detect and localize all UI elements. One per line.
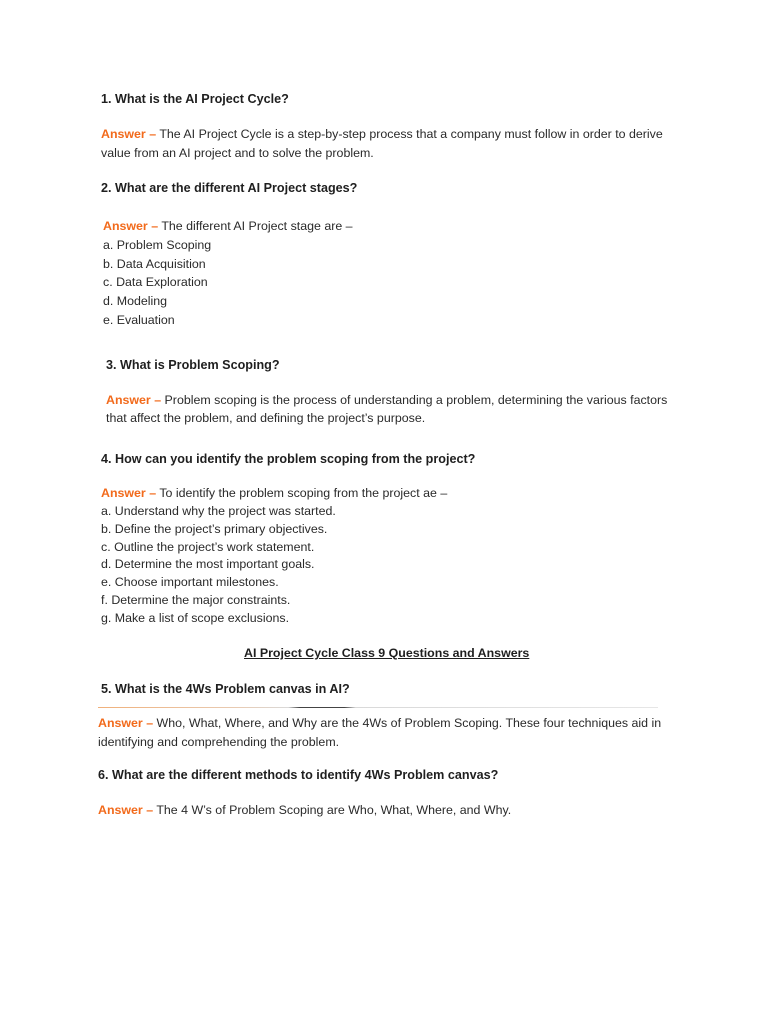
answer-5-line-2: identifying and comprehending the problem. — [98, 735, 340, 749]
list-item: f. Determine the major constraints. — [101, 593, 291, 607]
answer-label: Answer – — [98, 803, 154, 817]
question-5: 5. What is the 4Ws Problem canvas in AI? — [101, 682, 350, 696]
answer-3-line-2: that affect the problem, and defining the project’s purpose. — [106, 411, 426, 425]
question-3: 3. What is Problem Scoping? — [106, 358, 280, 372]
list-item: a. Understand why the project was started. — [101, 504, 336, 518]
answer-1-line-2: value from an AI project and to solve the problem. — [101, 146, 374, 160]
question-6: 6. What are the different methods to identify 4Ws Problem canvas? — [98, 768, 499, 782]
question-2: 2. What are the different AI Project stages? — [101, 181, 358, 195]
question-1: 1. What is the AI Project Cycle? — [101, 92, 289, 106]
answer-label: Answer – — [103, 219, 159, 233]
list-item: g. Make a list of scope exclusions. — [101, 611, 290, 625]
answer-6-line-1: Answer – The 4 W’s of Problem Scoping are Who, What, Where, and Why. — [98, 803, 512, 817]
section-heading: AI Project Cycle Class 9 Questions and Answers — [244, 646, 530, 660]
list-item: b. Define the project’s primary objectives. — [101, 522, 328, 536]
answer-label: Answer – — [101, 127, 157, 141]
list-item: c. Outline the project’s work statement. — [101, 540, 315, 554]
answer-4-intro: Answer – To identify the problem scoping from the project ae – — [101, 486, 448, 500]
answer-5-line-1: Answer – Who, What, Where, and Why are the 4Ws of Problem Scoping. These four techniques aid in — [98, 716, 662, 730]
list-item: e. Choose important milestones. — [101, 575, 279, 589]
list-item: c. Data Exploration — [103, 275, 208, 289]
answer-3-line-1: Answer – Problem scoping is the process of understanding a problem, determining the various factors — [106, 393, 668, 407]
answer-label: Answer – — [98, 716, 154, 730]
list-item: b. Data Acquisition — [103, 257, 206, 271]
answer-1-line-1: Answer – The AI Project Cycle is a step-by-step process that a company must follow in order to derive — [101, 127, 663, 141]
answer-label: Answer – — [106, 393, 162, 407]
question-4: 4. How can you identify the problem scoping from the project? — [101, 452, 476, 466]
list-item: e. Evaluation — [103, 313, 175, 327]
list-item: d. Modeling — [103, 294, 168, 308]
answer-2-intro: Answer – The different AI Project stage are – — [103, 219, 353, 233]
list-item: d. Determine the most important goals. — [101, 557, 315, 571]
divider — [98, 707, 658, 708]
list-item: a. Problem Scoping — [103, 238, 212, 252]
answer-label: Answer – — [101, 486, 157, 500]
